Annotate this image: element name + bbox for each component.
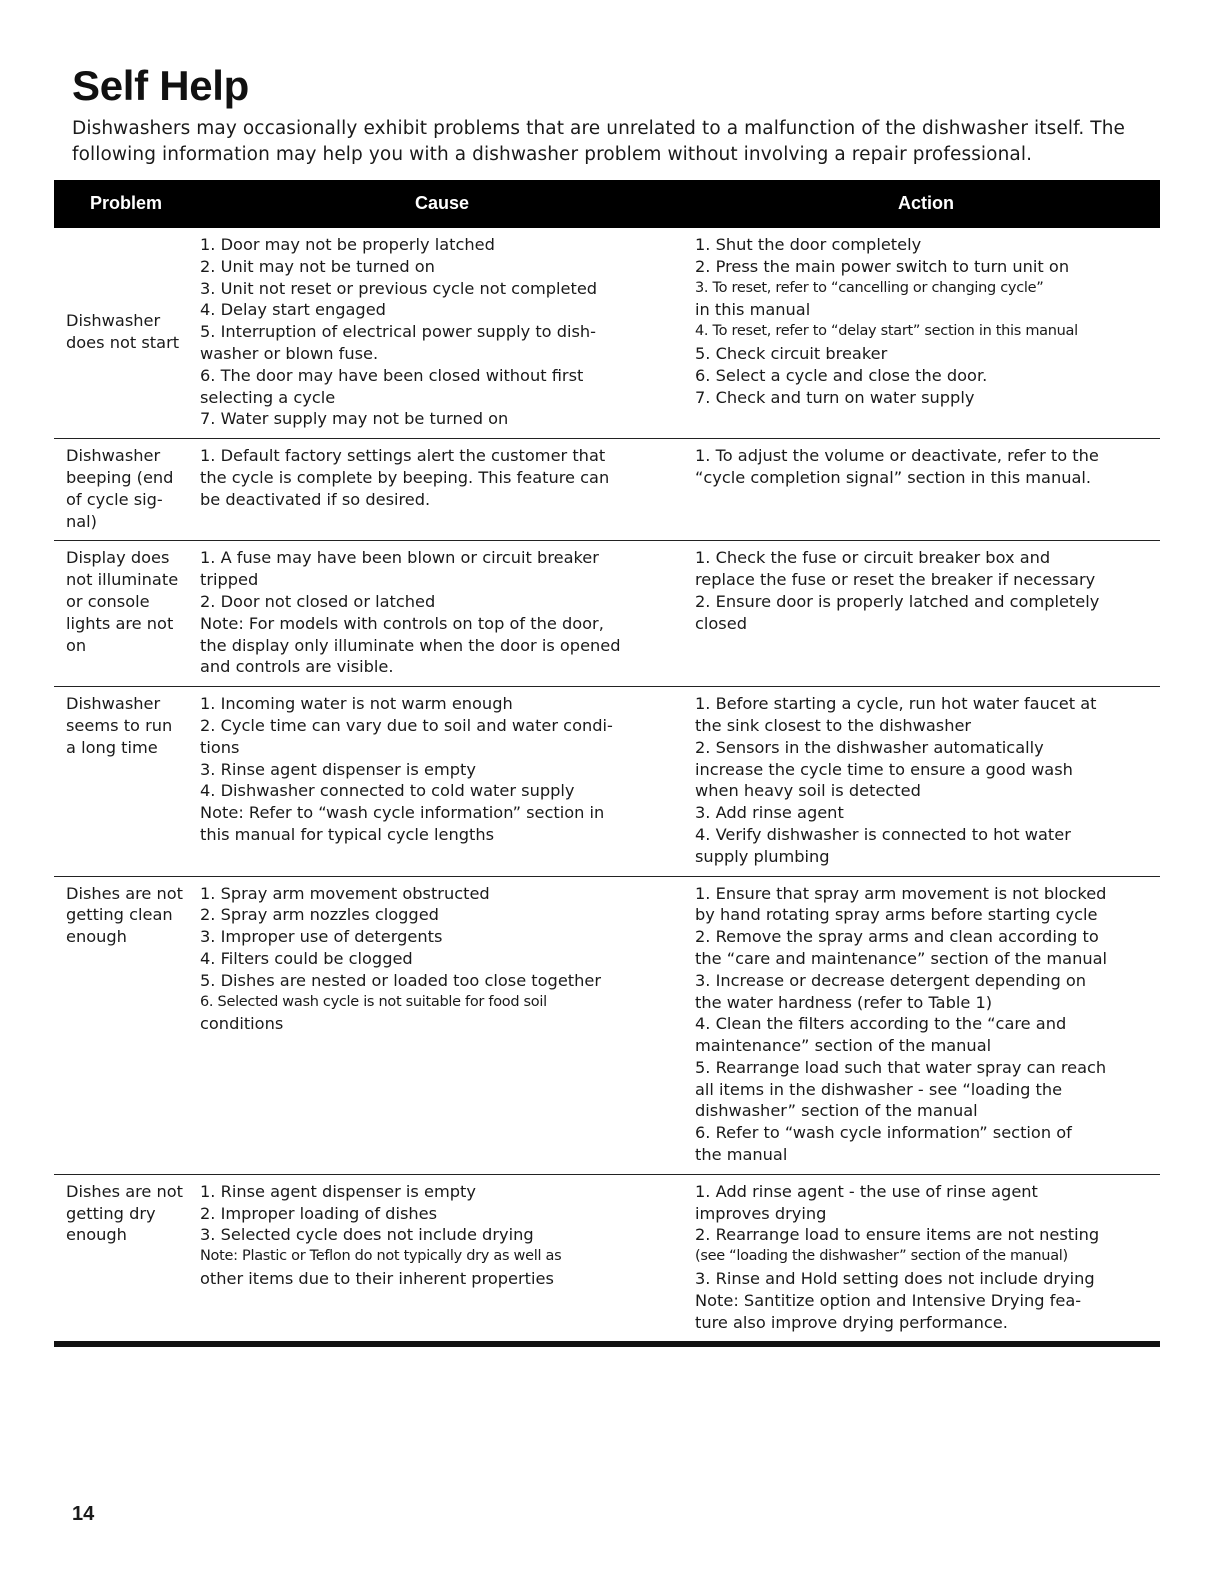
text-line: increase the cycle time to ensure a good wash (695, 759, 1073, 779)
text-line: 2. Unit may not be turned on (200, 256, 435, 276)
text-line: maintenance” section of the manual (695, 1036, 992, 1056)
text-line: the display only illuminate when the door is opened (200, 635, 621, 655)
text-line: 4. Delay start engaged (200, 300, 386, 320)
text-line: or console (66, 591, 150, 611)
text-line: (see “loading the dishwasher” section of the manual) (695, 1248, 1068, 1265)
text-line: tripped (200, 570, 259, 590)
text-line: Dishes are not (66, 1181, 184, 1201)
action-cell (670, 877, 1135, 1174)
action-cell-text (695, 693, 1135, 867)
text-line: 2. Cycle time can vary due to soil and water condi- (200, 715, 613, 735)
cause-cell-text (200, 883, 670, 1036)
table-row (54, 1175, 1160, 1348)
problem-cell (54, 1175, 201, 1342)
cause-cell (200, 877, 670, 1174)
text-line: 4. Dishwasher connected to cold water supply (200, 781, 575, 801)
problem-cell (54, 877, 201, 1174)
text-line: 6. Selected wash cycle is not suitable for food soil (200, 993, 547, 1010)
column-header-problem: Problem (90, 193, 163, 213)
column-header-cause: Cause (415, 193, 470, 213)
text-line: seems to run (66, 715, 173, 735)
text-line: 1. To adjust the volume or deactivate, refer to the (695, 446, 1099, 466)
text-line: 5. Check circuit breaker (695, 343, 888, 363)
problem-cell (54, 439, 201, 540)
text-line: tions (200, 737, 240, 757)
text-line: ture also improve drying performance. (695, 1312, 1008, 1332)
action-cell (670, 228, 1135, 438)
text-line: not illuminate (66, 570, 179, 590)
text-line: 3. Rinse agent dispenser is empty (200, 759, 476, 779)
text-line: the “care and maintenance” section of the manual (695, 948, 1108, 968)
text-line: 2. Sensors in the dishwasher automatically (695, 737, 1044, 757)
text-line: Dishwasher (66, 446, 161, 466)
action-cell-text (695, 445, 1135, 489)
text-line: getting dry (66, 1203, 156, 1223)
text-line: Note: For models with controls on top of the door, (200, 613, 604, 633)
page-number: 14 (72, 1503, 95, 1525)
text-line: 1. Incoming water is not warm enough (200, 694, 513, 714)
cause-cell (200, 1175, 670, 1342)
text-line: closed (695, 613, 747, 633)
table-row (54, 877, 1160, 1175)
text-line: 3. Improper use of detergents (200, 927, 443, 947)
text-line: 5. Rearrange load such that water spray can reach (695, 1057, 1107, 1077)
text-line: 2. Spray arm nozzles clogged (200, 905, 439, 925)
text-line: 3. Increase or decrease detergent depending on (695, 970, 1087, 990)
text-line: 5. Interruption of electrical power supply to dish- (200, 322, 597, 342)
text-line: enough (66, 1225, 127, 1245)
text-line: 3. To reset, refer to “cancelling or changing cycle” (695, 279, 1044, 296)
problem-cell (54, 541, 201, 686)
text-line: a long time (66, 737, 158, 757)
text-line: getting clean (66, 905, 173, 925)
cause-cell-text (200, 234, 670, 430)
text-line: 2. Door not closed or latched (200, 591, 436, 611)
text-line: 2. Improper loading of dishes (200, 1203, 438, 1223)
problem-cell (54, 228, 201, 438)
action-cell-text (695, 883, 1135, 1166)
text-line: 5. Dishes are nested or loaded too close together (200, 970, 602, 990)
text-line: Note: Santitize option and Intensive Drying fea- (695, 1290, 1082, 1310)
text-line: the cycle is complete by beeping. This feature can (200, 467, 610, 487)
problem-cell-text (66, 1181, 201, 1246)
problem-cell (54, 687, 201, 875)
text-line: does not start (66, 333, 180, 353)
text-line: dishwasher” section of the manual (695, 1101, 978, 1121)
text-line: this manual for typical cycle lengths (200, 824, 495, 844)
text-line: 3. Selected cycle does not include drying (200, 1225, 534, 1245)
text-line: 1. Add rinse agent - the use of rinse agent (695, 1181, 1038, 1201)
text-line: 4. Filters could be clogged (200, 948, 413, 968)
action-cell-text (695, 547, 1135, 634)
cause-cell (200, 228, 670, 438)
text-line: on (66, 635, 87, 655)
problem-cell-text (66, 693, 201, 758)
text-line: all items in the dishwasher - see “loading the (695, 1079, 1063, 1099)
table-row (54, 687, 1160, 876)
text-line: Display does (66, 548, 170, 568)
text-line: 1. Default factory settings alert the customer that (200, 446, 606, 466)
cause-cell-text (200, 1181, 670, 1290)
text-line: other items due to their inherent properties (200, 1269, 554, 1289)
action-cell-text (695, 234, 1135, 408)
text-line: in this manual (695, 300, 811, 320)
text-line: conditions (200, 1014, 284, 1034)
cause-cell-text (200, 445, 670, 510)
text-line: and controls are visible. (200, 657, 394, 677)
text-line: the manual (695, 1145, 788, 1165)
action-cell (670, 439, 1135, 540)
cause-cell-text (200, 547, 670, 678)
problem-cell-text (66, 310, 179, 354)
page-title: Self Help (72, 62, 250, 109)
text-line: Dishwasher (66, 311, 161, 331)
cause-cell (200, 541, 670, 686)
text-line: the sink closest to the dishwasher (695, 715, 972, 735)
table-header (54, 180, 1160, 228)
text-line: 4. To reset, refer to “delay start” section in this manual (695, 323, 1078, 340)
text-line: supply plumbing (695, 846, 830, 866)
text-line: 7. Water supply may not be turned on (200, 409, 509, 429)
text-line: 1. Ensure that spray arm movement is not blocked (695, 883, 1107, 903)
cause-cell (200, 439, 670, 540)
action-cell (670, 687, 1135, 875)
problem-cell-text (66, 883, 201, 948)
text-line: by hand rotating spray arms before starting cycle (695, 905, 1098, 925)
text-line: 1. Check the fuse or circuit breaker box and (695, 548, 1051, 568)
text-line: 3. Rinse and Hold setting does not include drying (695, 1269, 1095, 1289)
problem-cell-text (66, 547, 201, 656)
text-line: when heavy soil is detected (695, 781, 921, 801)
text-line: Note: Refer to “wash cycle information” section in (200, 803, 605, 823)
text-line: “cycle completion signal” section in this manual. (695, 467, 1092, 487)
text-line: Note: Plastic or Teflon do not typically dry as well as (200, 1248, 562, 1265)
text-line: 1. Rinse agent dispenser is empty (200, 1181, 476, 1201)
text-line: lights are not (66, 613, 174, 633)
column-header-action: Action (898, 193, 954, 213)
action-cell (670, 541, 1135, 686)
text-line: 1. A fuse may have been blown or circuit breaker (200, 548, 599, 568)
text-line: 1. Spray arm movement obstructed (200, 883, 490, 903)
text-line: 7. Check and turn on water supply (695, 387, 975, 407)
text-line: Dishes are not (66, 883, 184, 903)
text-line: 2. Rearrange load to ensure items are not nesting (695, 1225, 1100, 1245)
table-row (54, 541, 1160, 687)
text-line: enough (66, 927, 127, 947)
text-line: 3. Unit not reset or previous cycle not completed (200, 278, 598, 298)
text-line: Dishwasher (66, 694, 161, 714)
troubleshooting-table (54, 228, 1160, 1347)
text-line: 1. Door may not be properly latched (200, 235, 495, 254)
text-line: 1. Before starting a cycle, run hot water faucet at (695, 694, 1097, 714)
text-line: 6. Refer to “wash cycle information” section of (695, 1123, 1072, 1143)
text-line: beeping (end (66, 467, 174, 487)
text-line: of cycle sig- (66, 489, 163, 509)
text-line: 6. The door may have been closed without first (200, 365, 584, 385)
text-line: 4. Clean the filters according to the “care and (695, 1014, 1067, 1034)
text-line: washer or blown fuse. (200, 343, 379, 363)
cause-cell-text (200, 693, 670, 846)
text-line: the water hardness (refer to Table 1) (695, 992, 993, 1012)
text-line: 4. Verify dishwasher is connected to hot water (695, 824, 1071, 844)
text-line: 6. Select a cycle and close the door. (695, 365, 988, 385)
cause-cell (200, 687, 670, 875)
table-row (54, 439, 1160, 541)
text-line: be deactivated if so desired. (200, 489, 431, 509)
table-row (54, 228, 1160, 439)
intro-paragraph: Dishwashers may occasionally exhibit problems that are unrelated to a malfunction of the dishwasher itself. The following information may help you with a dishwasher problem without involving a repair professional. (72, 118, 1126, 165)
problem-cell-text (66, 445, 201, 532)
text-line: 3. Add rinse agent (695, 803, 844, 823)
text-line: 2. Ensure door is properly latched and completely (695, 591, 1100, 611)
text-line: nal) (66, 511, 97, 531)
text-line: 1. Shut the door completely (695, 235, 922, 254)
text-line: 2. Press the main power switch to turn unit on (695, 256, 1070, 276)
text-line: replace the fuse or reset the breaker if necessary (695, 570, 1096, 590)
text-line: selecting a cycle (200, 387, 336, 407)
action-cell (670, 1175, 1135, 1342)
text-line: 2. Remove the spray arms and clean according to (695, 927, 1099, 947)
action-cell-text (695, 1181, 1135, 1334)
text-line: improves drying (695, 1203, 827, 1223)
